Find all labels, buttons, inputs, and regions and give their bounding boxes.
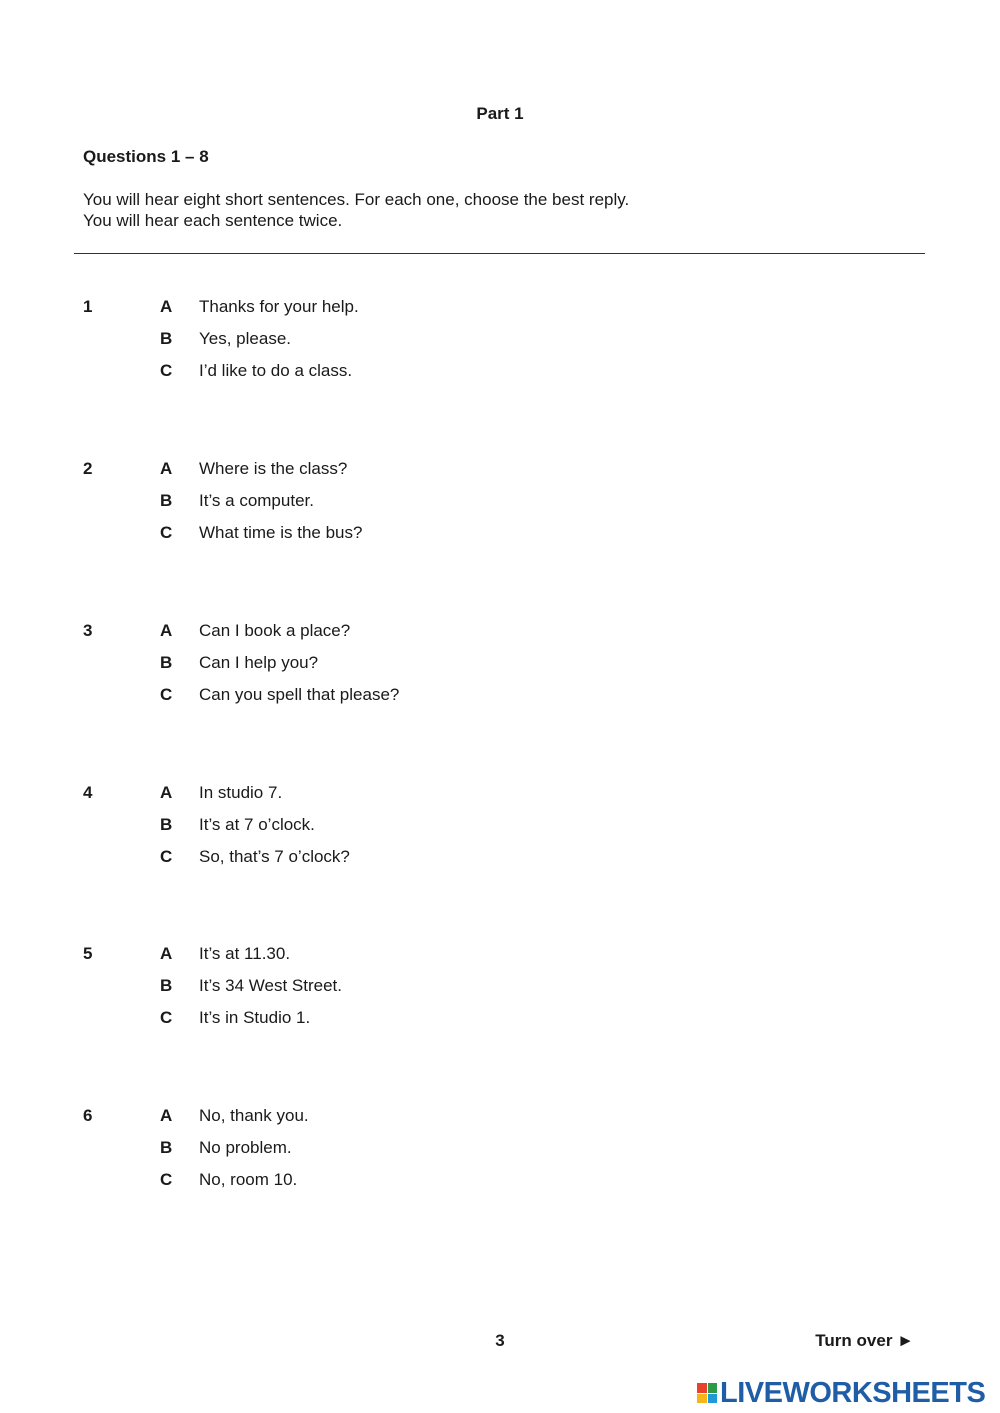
liveworksheets-logo	[697, 1378, 993, 1408]
option-letter: B	[160, 1138, 173, 1157]
option-letter: C	[160, 1008, 173, 1027]
logo-mark-icon	[697, 1383, 717, 1403]
option-letter: A	[160, 459, 173, 478]
option-text: It’s at 11.30.	[199, 944, 291, 963]
logo-square	[697, 1394, 707, 1404]
question-number: 1	[83, 297, 93, 316]
turn-over-label: Turn over ►	[815, 1331, 914, 1350]
option-text: No, room 10.	[199, 1170, 298, 1189]
logo-text: LIVEWORKSHEETS	[720, 1377, 986, 1409]
option-letter: C	[160, 1170, 173, 1189]
question-number: 3	[83, 621, 93, 640]
divider	[74, 253, 925, 254]
question-number: 4	[83, 783, 93, 802]
part-title: Part 1	[476, 104, 524, 123]
question-number: 2	[83, 459, 93, 478]
option-text: No, thank you.	[199, 1106, 309, 1125]
page-number: 3	[495, 1331, 505, 1350]
option-text: It’s in Studio 1.	[199, 1008, 311, 1027]
option-letter: C	[160, 685, 173, 704]
option-letter: A	[160, 944, 173, 963]
option-letter: C	[160, 523, 173, 542]
option-text: Can I book a place?	[199, 621, 351, 640]
option-letter: A	[160, 783, 173, 802]
questions-heading: Questions 1 – 8	[83, 147, 209, 166]
logo-square	[697, 1383, 707, 1393]
option-letter: A	[160, 297, 173, 316]
option-text: In studio 7.	[199, 783, 283, 802]
option-text: Can I help you?	[199, 653, 319, 672]
option-letter: B	[160, 976, 173, 995]
option-text: It’s 34 West Street.	[199, 976, 342, 995]
option-letter: C	[160, 361, 173, 380]
option-text: No problem.	[199, 1138, 292, 1157]
option-text: Thanks for your help.	[199, 297, 359, 316]
option-letter: B	[160, 815, 173, 834]
option-text: Can you spell that please?	[199, 685, 400, 704]
option-text: I’d like to do a class.	[199, 361, 353, 380]
option-letter: A	[160, 621, 173, 640]
option-text: Where is the class?	[199, 459, 348, 478]
option-letter: B	[160, 653, 173, 672]
option-letter: A	[160, 1106, 173, 1125]
question-number: 5	[83, 944, 93, 963]
instructions-line-2: You will hear each sentence twice.	[83, 211, 343, 230]
instructions-line-1: You will hear eight short sentences. For each one, choose the best reply.	[83, 190, 630, 209]
question-number: 6	[83, 1106, 93, 1125]
option-letter: C	[160, 847, 173, 866]
logo-square	[708, 1383, 718, 1393]
option-text: What time is the bus?	[199, 523, 363, 542]
option-text: So, that’s 7 o’clock?	[199, 847, 350, 866]
option-text: It’s a computer.	[199, 491, 314, 510]
option-text: Yes, please.	[199, 329, 291, 348]
option-letter: B	[160, 329, 173, 348]
option-text: It’s at 7 o’clock.	[199, 815, 315, 834]
logo-square	[708, 1394, 718, 1404]
option-letter: B	[160, 491, 173, 510]
